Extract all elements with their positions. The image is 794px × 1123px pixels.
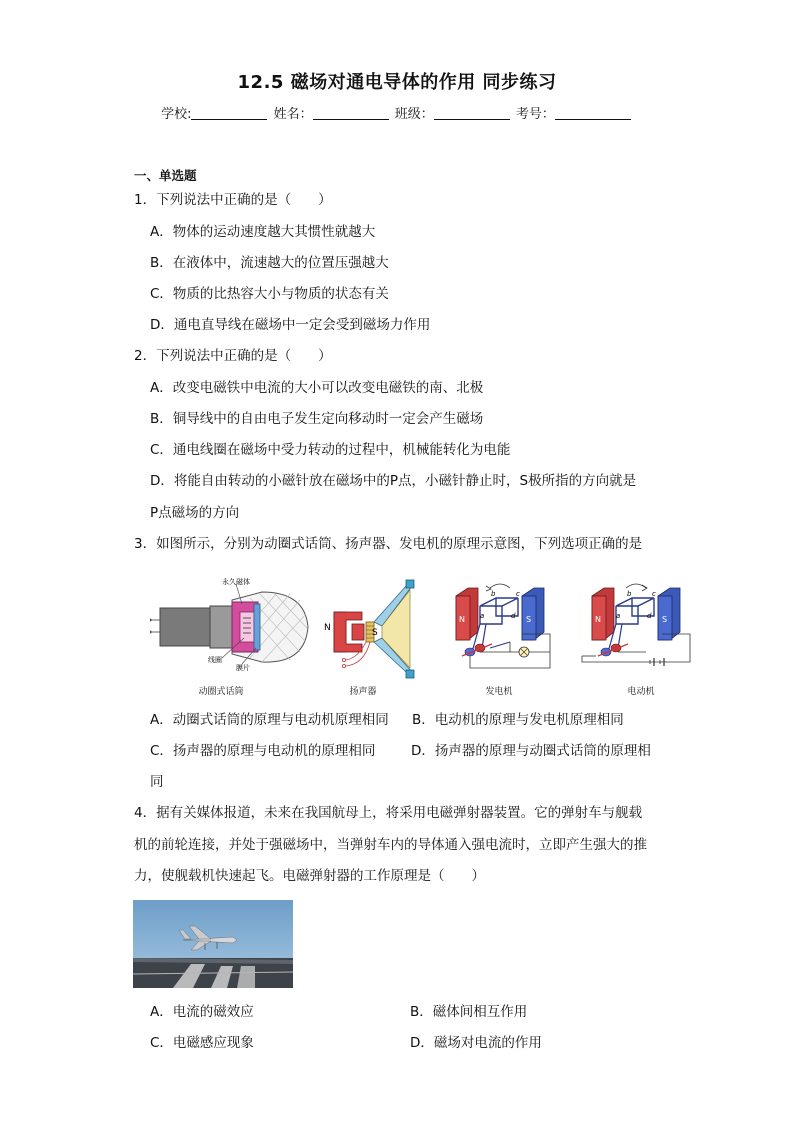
- question-4-option-d: D．磁场对电流的作用: [410, 1035, 542, 1051]
- question-2-option-a: A．改变电磁铁中电流的大小可以改变电磁铁的南、北极: [150, 380, 484, 396]
- question-1-option-a: A．物体的运动速度越大其惯性就越大: [150, 224, 376, 240]
- question-4-option-b: B．磁体间相互作用: [410, 1004, 528, 1020]
- carrier-jet-photo: [133, 900, 293, 988]
- question-2-option-b: B．铜导线中的自由电子发生定向移动时一定会产生磁场: [150, 411, 484, 427]
- coil-label: 线圈: [208, 656, 222, 664]
- question-1-option-b: B．在液体中，流速越大的位置压强越大: [150, 255, 389, 271]
- school-label: 学校:: [161, 107, 192, 122]
- diaphragm-label: 膜片: [236, 664, 250, 672]
- question-2-stem: 2．下列说法中正确的是（ ）: [134, 348, 332, 364]
- question-3-option-d: D．扬声器的原理与动圈式话筒的原理相: [411, 743, 651, 759]
- generator-label-a: a: [480, 612, 485, 620]
- question-3-stem: 3．如图所示，分别为动圈式话筒、扬声器、发电机的原理示意图，下列选项正确的是: [134, 536, 643, 552]
- question-1-option-d: D．通电直导线在磁场中一定会受到磁场力作用: [150, 317, 431, 333]
- question-3-option-b: B．电动机的原理与发电机原理相同: [412, 712, 624, 728]
- motor-label-a: a: [616, 612, 621, 620]
- question-1-stem: 1．下列说法中正确的是（ ）: [134, 192, 332, 208]
- question-4-option-a: A．电流的磁效应: [150, 1004, 254, 1020]
- exam-number-label: 考号：: [515, 107, 555, 122]
- generator-n-pole: N: [459, 615, 465, 624]
- motor-diagram: [582, 584, 690, 666]
- microphone-diagram: [150, 577, 308, 672]
- question-4-stem-line-3: 力，使舰载机快速起飞。电磁弹射器的工作原理是（ ）: [134, 868, 485, 884]
- speaker-n-pole: N: [324, 623, 331, 633]
- name-blank: [313, 105, 389, 120]
- school-blank: [191, 105, 267, 120]
- class-blank: [434, 105, 510, 120]
- question-2-option-d: D．将能自由转动的小磁针放在磁场中的P点，小磁针静止时，S极所指的方向就是: [150, 473, 637, 489]
- question-1-option-c: C．物质的比热容大小与物质的状态有关: [150, 286, 389, 302]
- generator-s-pole: S: [526, 615, 532, 624]
- question-2-option-d-continued: P点磁场的方向: [150, 505, 240, 521]
- question-3-option-a: A．动圈式话筒的原理与电动机原理相同: [150, 712, 389, 728]
- question-3-figure: [150, 572, 700, 700]
- caption-loudspeaker: 扬声器: [349, 687, 377, 697]
- generator-label-b: b: [491, 590, 496, 598]
- class-label: 班级：: [394, 107, 434, 122]
- student-info-row: [0, 103, 794, 122]
- name-label: 姓名：: [273, 107, 313, 122]
- loudspeaker-diagram: [324, 580, 414, 678]
- question-4-stem-line-1: 4．据有关媒体报道，未来在我国航母上，将采用电磁弹射器装置。它的弹射车与舰载: [134, 805, 643, 821]
- page-title: 12.5 磁场对通电导体的作用 同步练习: [237, 72, 557, 93]
- generator-diagram: [456, 584, 550, 668]
- motor-n-pole: N: [595, 615, 601, 624]
- generator-label-c: c: [516, 590, 520, 598]
- motor-s-pole: S: [662, 615, 668, 624]
- caption-microphone: 动圈式话筒: [198, 687, 244, 697]
- permanent-magnet-label: 永久磁体: [222, 578, 250, 586]
- motor-label-c: c: [652, 590, 656, 598]
- question-2-option-c: C．通电线圈在磁场中受力转动的过程中，机械能转化为电能: [150, 442, 511, 458]
- question-4-option-c: C．电磁感应现象: [150, 1035, 254, 1051]
- caption-generator: 发电机: [485, 687, 513, 697]
- motor-label-d: d: [647, 612, 652, 620]
- question-3-option-c: C．扬声器的原理与电动机的原理相同: [150, 743, 376, 759]
- question-4-stem-line-2: 机的前轮连接，并处于强磁场中，当弹射车内的导体通入强电流时，立即产生强大的推: [134, 837, 647, 853]
- motor-label-b: b: [627, 590, 632, 598]
- section-title: 一、单选题: [134, 168, 197, 183]
- exam-number-blank: [555, 105, 631, 120]
- generator-label-d: d: [511, 612, 516, 620]
- speaker-s-pole: S: [372, 628, 378, 638]
- caption-motor: 电动机: [627, 687, 655, 697]
- question-3-option-d-continued: 同: [150, 774, 164, 790]
